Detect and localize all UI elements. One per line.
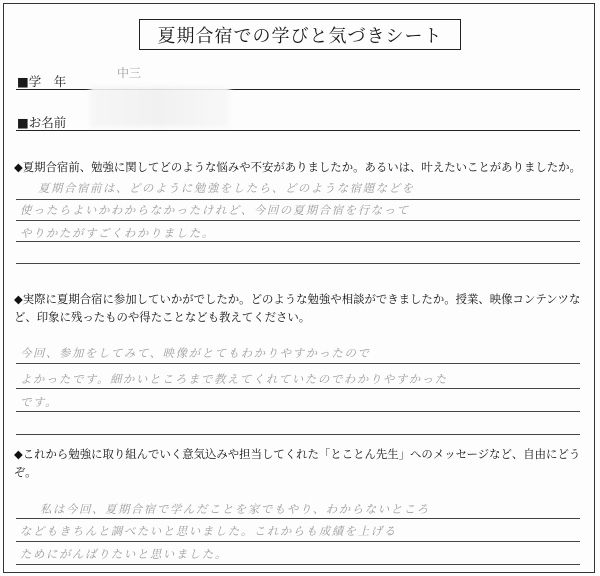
answer-1-rule-3	[16, 241, 580, 242]
answer-1-line-2: 使ったらよいかわからなかったけれど、今回の夏期合宿を行なって	[20, 203, 410, 217]
answer-1-line-1: 夏期合宿前は、どのように勉強をしたら、どのような宿題などを	[38, 181, 415, 195]
grade-value: 中三	[117, 66, 142, 80]
question-2-prompt: ◆実際に夏期合宿に参加していかがでしたか。どのような勉強や相談ができましたか。授業、映像コンテンツなど、印象に残ったものや得たことなども教えてください。	[14, 292, 581, 324]
answer-3-rule-2	[16, 541, 580, 542]
name-underline	[16, 130, 580, 131]
question-1-prompt: ◆夏期合宿前、勉強に関してどのような悩みや不安がありましたか。あるいは、叶えたいことがありましたか。	[14, 160, 581, 174]
sheet-title: 夏期合宿での学びと気づきシート	[139, 19, 461, 50]
answer-2-line-3: です。	[20, 395, 59, 409]
answer-1-rule-4	[16, 263, 580, 264]
answer-2-rule-1	[16, 363, 580, 364]
answer-2-rule-3	[16, 411, 580, 412]
grade-label: ■学 年	[17, 74, 67, 89]
answer-3-line-2: などもきちんと調べたいと思いました。これからも成績を上げる	[20, 524, 397, 538]
question-3-prompt: ◆これから勉強に取り組んでいく意気込みや担当してくれた「とことん先生」へのメッセージなど、自由にどうぞ。	[14, 447, 581, 479]
name-label: ■お名前	[17, 115, 67, 130]
answer-2-line-1: 今回、参加をしてみて、映像がとてもわかりやすかったので	[20, 346, 371, 360]
answer-2-rule-2	[16, 388, 580, 389]
answer-1-rule-1	[16, 199, 580, 200]
answer-3-line-3: ためにがんばりたいと思いました。	[20, 547, 228, 561]
answer-3-rule-3	[16, 564, 580, 565]
answer-1-rule-2	[16, 220, 580, 221]
redacted-name	[90, 87, 230, 127]
answer-3-rule-1	[16, 518, 580, 519]
answer-2-rule-4	[16, 434, 580, 435]
answer-1-line-3: やりかたがすごくわかりました。	[20, 226, 215, 240]
answer-2-line-2: よかったです。細かいところまで教えてくれていたのでわかりやすかった	[20, 372, 448, 386]
answer-3-line-1: 私は今回、夏期合宿で学んだことを家でもやり、わからないところ	[40, 502, 430, 516]
